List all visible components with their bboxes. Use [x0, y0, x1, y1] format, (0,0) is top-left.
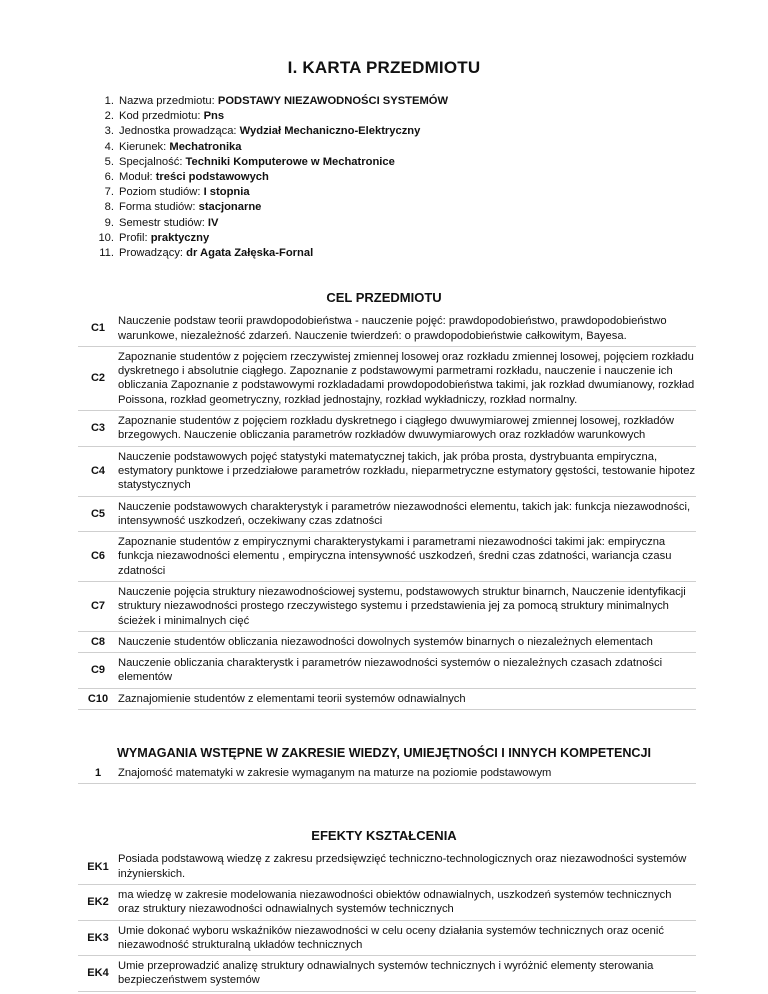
- info-value: Pns: [203, 110, 225, 123]
- row-text: Nauczenie podstawowych charakterystyk i parametrów niezawodności elementu, takich jak: funkcja niezawodności, intensywność uszkodzeń, oczekiwany czas zdatności: [118, 496, 696, 532]
- info-item: [82, 200, 768, 215]
- info-label: Nazwa przedmiotu:: [119, 95, 215, 107]
- table-row: [78, 849, 696, 884]
- info-item: [82, 155, 768, 170]
- info-item: [82, 170, 768, 185]
- info-item: [82, 124, 768, 139]
- row-text: Zapoznanie studentów z empirycznymi charakterystykami i parametrami niezawodności takimi jak: empiryczna funkcja niezawodności elementu , empiryczna intensywność uszkodzeń, średni czas zdatności, wariancja czasu zdatności: [118, 532, 696, 582]
- row-code: C5: [78, 496, 118, 532]
- row-text: Zapoznanie studentów z pojęciem rozkładu dyskretnego i ciągłego dwuwymiarowej zmiennej losowej, rozkładów brzegowych. Nauczenie obliczania parametrów rozkładów dwuwymiarowych oraz rozkładów warunkowych: [118, 411, 696, 447]
- info-item: [82, 109, 768, 124]
- info-label: Profil:: [119, 231, 148, 244]
- row-code: EK4: [78, 956, 118, 992]
- info-number: 3.: [104, 125, 114, 138]
- row-code: EK3: [78, 920, 118, 956]
- efekty-section-title: EFEKTY KSZTAŁCENIA: [311, 828, 457, 844]
- info-value: stacjonarne: [198, 201, 262, 214]
- row-code: C10: [78, 688, 118, 709]
- info-value: treści podstawowych: [155, 171, 269, 184]
- row-code: C2: [78, 346, 118, 410]
- info-value: PODSTAWY NIEZAWODNOŚCI SYSTEMÓW: [217, 95, 449, 107]
- info-item: [82, 185, 768, 200]
- table-row: [78, 311, 696, 346]
- info-label: Forma studiów:: [119, 201, 196, 214]
- info-number: 10.: [98, 231, 114, 244]
- cel-section-title: CEL PRZEDMIOTU: [326, 290, 442, 306]
- page-title: I. KARTA PRZEDMIOTU: [287, 58, 481, 77]
- info-value: praktyczny: [150, 231, 210, 244]
- cel-table: [78, 311, 696, 710]
- row-text: Umie dokonać wyboru wskaźników niezawodności w celu oceny działania systemów technicznych oraz ocenić niezawodność strukturalną układów technicznych: [118, 920, 696, 956]
- info-value: Wydział Mechaniczno-Elektryczny: [239, 125, 421, 138]
- info-label: Specjalność:: [119, 155, 183, 168]
- info-item: [82, 231, 768, 246]
- table-row: [78, 346, 696, 410]
- row-text: ma wiedzę w zakresie modelowania niezawodności obiektów odnawialnych, uszkodzeń systemów technicznych oraz struktury niezawodności odnawialnych systemów technicznych: [118, 884, 696, 920]
- info-number: 6.: [104, 171, 114, 184]
- row-text: Zapoznanie studentów z pojęciem rzeczywistej zmiennej losowej oraz rozkładu zmiennej losowej, pojęciem rozkładu dyskretnego i absolutnie ciągłego. Zapoznanie z podstawowymi parmetrami rozkładu, nauczenie i nauczenie ich obliczania Zapoznanie z podstawowymi rozkladadami prowdopodobieństwa takimi, jak rozkład dwumianowy, rozkład Poissona, rozkład geometryczny, rozkład jednostajny, rozkład wykładniczy, rozkład normalny.: [118, 346, 696, 410]
- row-text: Zaznajomienie studentów z elementami teorii systemów odnawialnych: [118, 688, 696, 709]
- info-number: 11.: [99, 247, 114, 260]
- wymagania-section-title: WYMAGANIA WSTĘPNE W ZAKRESIE WIEDZY, UMIEJĘTNOŚCI I INNYCH KOMPETENCJI: [116, 746, 652, 761]
- row-code: C7: [78, 581, 118, 631]
- row-text: Nauczenie obliczania charakterystk i parametrów niezawodności systemów o niezależnych czasach zdatności elementów: [118, 653, 696, 689]
- row-code: C8: [78, 631, 118, 652]
- info-value: Mechatronika: [169, 140, 242, 153]
- info-item: [82, 216, 768, 231]
- row-code: C4: [78, 446, 118, 496]
- info-number: 8.: [104, 201, 114, 214]
- info-value: I stopnia: [203, 186, 250, 199]
- info-label: Prowadzący:: [119, 247, 184, 260]
- row-code: 1: [78, 763, 118, 784]
- info-value: Techniki Komputerowe w Mechatronice: [185, 155, 395, 168]
- info-number: 9.: [104, 216, 114, 229]
- info-label: Moduł:: [119, 171, 153, 184]
- info-number: 4.: [104, 140, 114, 153]
- info-item: [82, 94, 768, 109]
- row-text: Umie przeprowadzić analizę struktury odnawialnych systemów technicznych i wyróżnić elementy sterowania bezpieczeństwem systemów: [118, 956, 696, 992]
- info-value: dr Agata Załęska-Fornal: [186, 247, 314, 260]
- info-number: 1.: [104, 95, 114, 107]
- info-item: [82, 140, 768, 155]
- info-label: Jednostka prowadząca:: [119, 125, 237, 138]
- row-text: Nauczenie podstaw teorii prawdopodobieństwa - nauczenie pojęć: prawdopodobieństwo, prawdopodobieństwo warunkowe, niezależność zdarzeń. Nauczenie twierdzeń: o prawdopodobieństwie całkowitym, Bayesa.: [118, 311, 696, 346]
- row-text: Nauczenie podstawowych pojęć statystyki matematycznej takich, jak próba prosta, dystrybuanta empiryczna, estymatory punktowe i przedziałowe parametrów rozkładu, nieparmetryczne estymatory gęstości, testowanie hipotez statystycznych: [118, 446, 696, 496]
- row-code: C3: [78, 411, 118, 447]
- row-code: C1: [78, 311, 118, 346]
- table-row: [78, 411, 696, 447]
- info-number: 7.: [104, 186, 114, 199]
- row-code: EK1: [78, 849, 118, 884]
- row-text: Nauczenie studentów obliczania niezawodności dowolnych systemów binarnych o niezależnych elementach: [118, 631, 696, 652]
- row-text: Posiada podstawową wiedzę z zakresu przedsięwzięć techniczno-technologicznych oraz niezawodności systemów inżynierskich.: [118, 849, 696, 884]
- info-label: Poziom studiów:: [119, 186, 201, 199]
- wymagania-table: [78, 763, 696, 784]
- table-row: [78, 581, 696, 631]
- table-row: [78, 884, 696, 920]
- row-text: Znajomość matematyki w zakresie wymaganym na maturze na poziomie podstawowym: [118, 763, 696, 784]
- course-info-list: [0, 94, 768, 261]
- table-row: [78, 763, 696, 784]
- info-number: 2.: [104, 110, 114, 123]
- info-label: Kierunek:: [119, 140, 167, 153]
- table-row: [78, 446, 696, 496]
- table-row: [78, 956, 696, 992]
- info-label: Semestr studiów:: [119, 216, 205, 229]
- row-code: C6: [78, 532, 118, 582]
- row-code: C9: [78, 653, 118, 689]
- table-row: [78, 532, 696, 582]
- row-text: Nauczenie pojęcia struktury niezawodnościowej systemu, podstawowych struktur binarnch, Nauczenie identyfikacji struktury niezawodności prostego rzeczywistego systemu i przedstawienia jej za pomocą struktury minimalnych ścieżek i minimalnych cięć: [118, 581, 696, 631]
- table-row: [78, 496, 696, 532]
- table-row: [78, 653, 696, 689]
- row-code: EK2: [78, 884, 118, 920]
- info-value: IV: [207, 216, 219, 229]
- info-number: 5.: [104, 155, 114, 168]
- table-row: [78, 688, 696, 709]
- info-label: Kod przedmiotu:: [119, 110, 201, 123]
- table-row: [78, 920, 696, 956]
- efekty-table: [78, 849, 696, 991]
- info-item: [82, 246, 768, 261]
- table-row: [78, 631, 696, 652]
